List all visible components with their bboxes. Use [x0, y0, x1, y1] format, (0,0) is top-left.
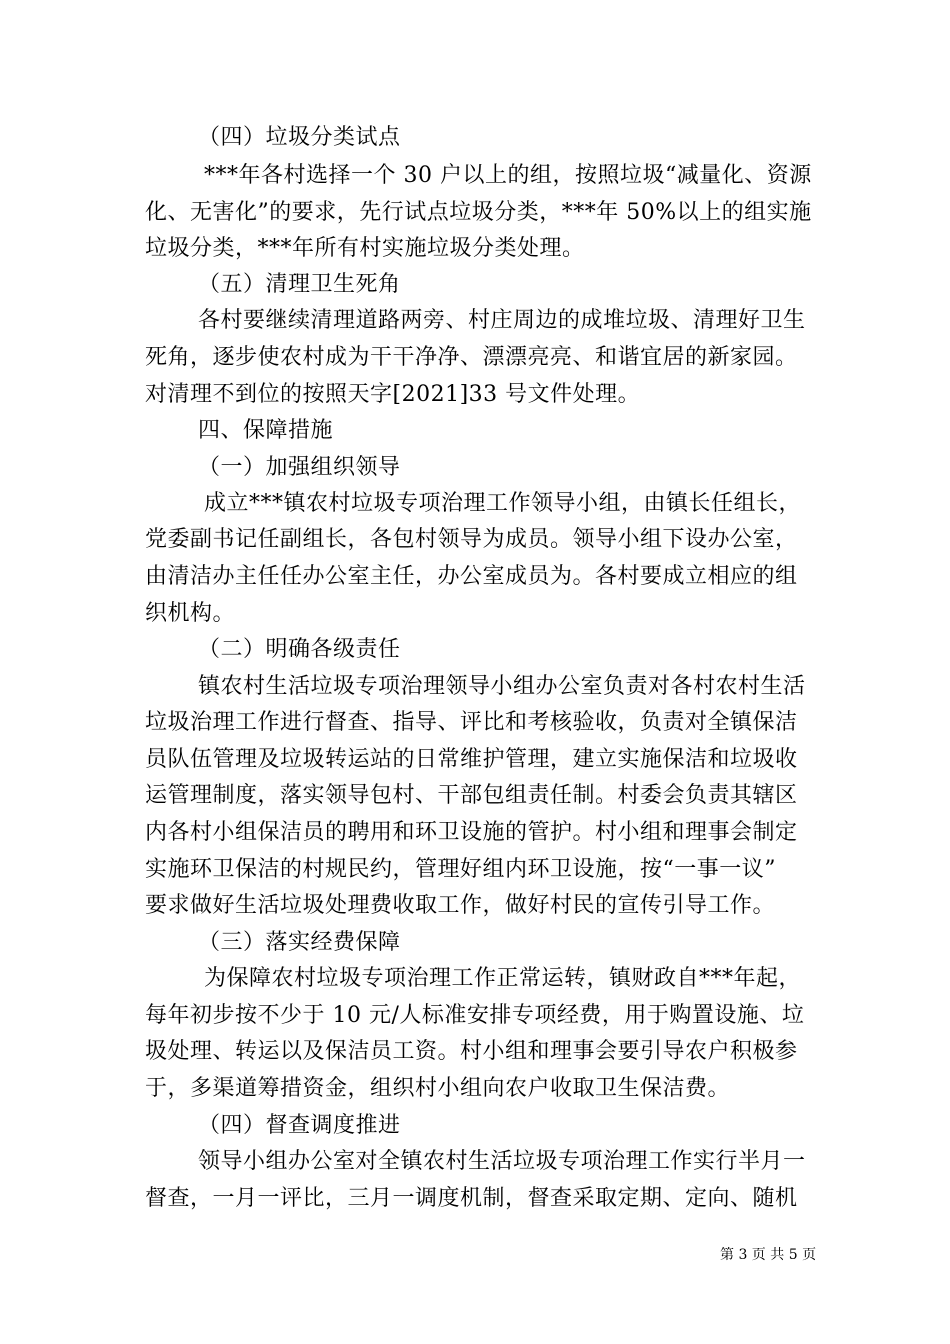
section-heading: （五）清理卫生死角 — [198, 272, 401, 297]
paragraph-line: 各村要继续清理道路两旁、村庄周边的成堆垃圾、清理好卫生 — [198, 308, 806, 333]
page-number-footer: 第 3 页 共 5 页 — [720, 1247, 817, 1263]
section-heading: （四）垃圾分类试点 — [198, 125, 401, 150]
paragraph-line: 对清理不到位的按照天字[2021]33 号文件处理。 — [145, 382, 641, 407]
section-heading: （四）督查调度推进 — [198, 1113, 401, 1138]
paragraph-line: 织机构。 — [145, 601, 236, 626]
paragraph-line: 圾处理、转运以及保洁员工资。村小组和理事会要引导农户积极参 — [145, 1039, 798, 1064]
section-heading: （三）落实经费保障 — [198, 930, 401, 955]
paragraph-line: 为保障农村垃圾专项治理工作正常运转，镇财政自***年起， — [204, 966, 802, 991]
paragraph-line: 垃圾分类，***年所有村实施垃圾分类处理。 — [145, 236, 585, 261]
paragraph-line: 运管理制度，落实领导包村、干部包组责任制。村委会负责其辖区 — [145, 783, 798, 808]
paragraph-line: 每年初步按不少于 10 元/人标准安排专项经费，用于购置设施、垃 — [145, 1003, 805, 1028]
paragraph-line: 要求做好生活垃圾处理费收取工作，做好村民的宣传引导工作。 — [145, 893, 776, 918]
paragraph-line: 领导小组办公室对全镇农村生活垃圾专项治理工作实行半月一 — [198, 1149, 806, 1174]
paragraph-line: 员队伍管理及垃圾转运站的日常维护管理，建立实施保洁和垃圾收 — [145, 747, 798, 772]
paragraph-line: 死角，逐步使农村成为干干净净、漂漂亮亮、和谐宜居的新家园。 — [145, 345, 798, 370]
paragraph-line: ***年各村选择一个 30 户以上的组，按照垃圾“减量化、资源 — [204, 163, 812, 188]
paragraph-line: 于，多渠道筹措资金，组织村小组向农户收取卫生保洁费。 — [145, 1076, 731, 1101]
paragraph-line: 化、无害化”的要求，先行试点垃圾分类，***年 50%以上的组实施 — [145, 200, 812, 225]
paragraph-line: 成立***镇农村垃圾专项治理工作领导小组，由镇长任组长， — [204, 491, 802, 516]
paragraph-line: 由清洁办主任任办公室主任，办公室成员为。各村要成立相应的组 — [145, 564, 798, 589]
section-heading: （一）加强组织领导 — [198, 455, 401, 480]
section-heading: （二）明确各级责任 — [198, 637, 401, 662]
paragraph-line: 实施环卫保洁的村规民约，管理好组内环卫设施，按“一事一议” — [145, 857, 776, 882]
paragraph-line: 镇农村生活垃圾专项治理领导小组办公室负责对各村农村生活 — [198, 674, 806, 699]
paragraph-line: 垃圾治理工作进行督查、指导、评比和考核验收，负责对全镇保洁 — [145, 710, 798, 735]
chapter-heading: 四、保障措施 — [198, 418, 334, 443]
paragraph-line: 督查，一月一评比，三月一调度机制，督查采取定期、定向、随机 — [145, 1186, 798, 1211]
paragraph-line: 内各村小组保洁员的聘用和环卫设施的管护。村小组和理事会制定 — [145, 820, 798, 845]
paragraph-line: 党委副书记任副组长，各包村领导为成员。领导小组下设办公室， — [145, 527, 798, 552]
